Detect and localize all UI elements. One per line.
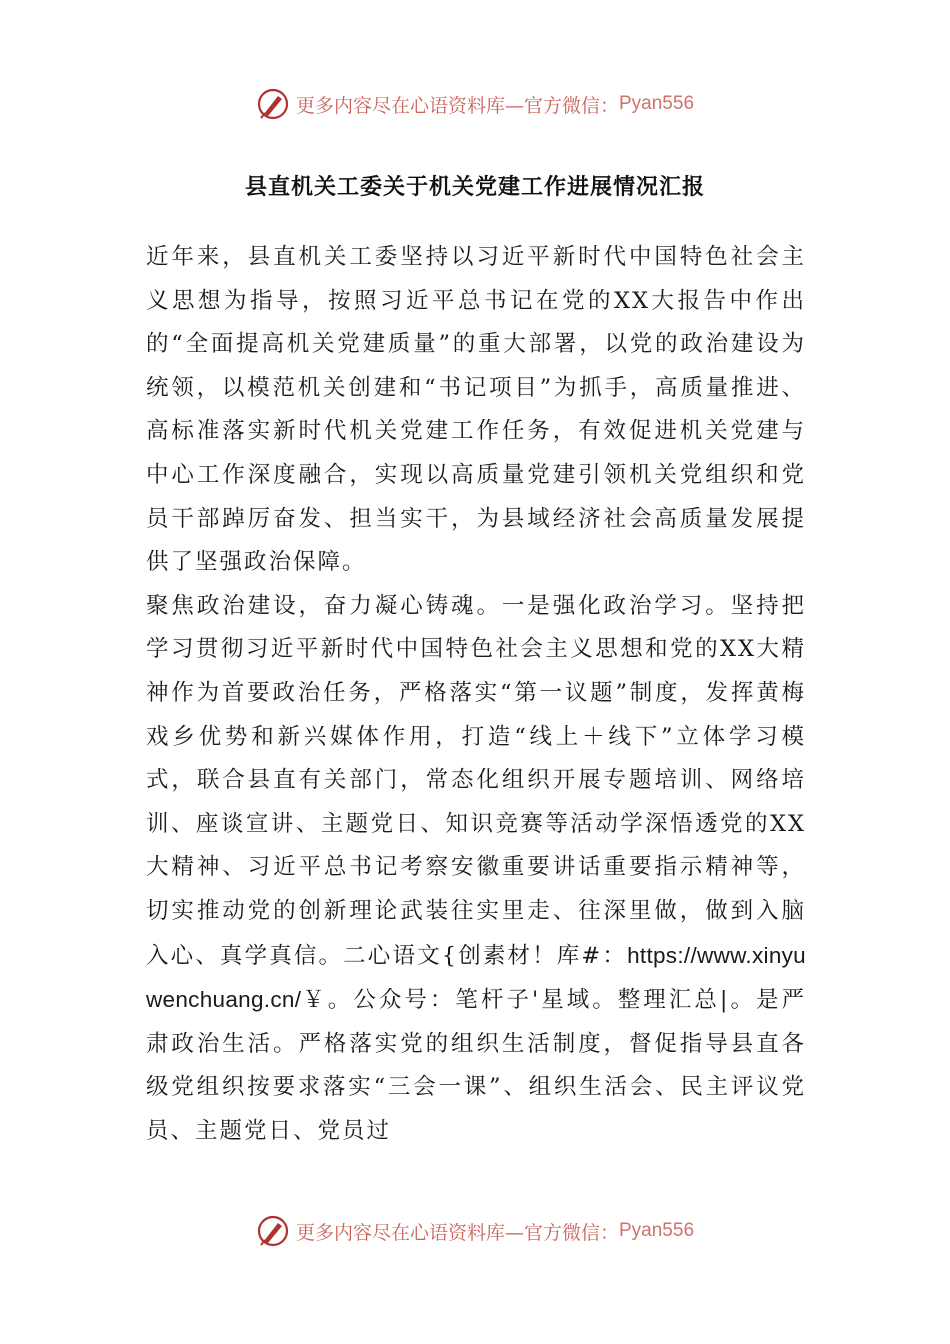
- banner-text: 更多内容尽在心语资料库—官方微信：: [295, 1221, 619, 1244]
- paragraph-text-part-2: ￥。公众号：笔杆子'星域。整理汇总|。是严肃政治生活。严格落实党的组织生活制度，督促指导县直各级党组织按要求落实“三会一课”、组织生活会、民主评议党员、主题党日、党员过: [146, 987, 806, 1144]
- banner-wechat-handle: Pyan556: [619, 1220, 695, 1241]
- header-banner: [0, 84, 950, 124]
- document-body: [146, 236, 806, 1153]
- pen-nib-circle-icon: [256, 87, 290, 121]
- paragraph-text-part-1: 聚焦政治建设，奋力凝心铸魂。一是强化政治学习。坚持把学习贯彻习近平新时代中国特色社会主义思想和党的XX大精神作为首要政治任务，严格落实“第一议题”制度，发挥黄梅戏乡优势和新兴媒体作用，打造“线上＋线下”立体学习模式，联合县直有关部门，常态化组织开展专题培训、网络培训、座谈宣讲、主题党日、知识竞赛等活动学深悟透党的XX大精神、习近平总书记考察安徽重要讲话重要指示精神等，切实推动党的创新理论武装往实里走、往深里做，做到入脑入心、真学真信。二心语文{创素材！库#：: [146, 592, 806, 969]
- footer-banner: [0, 1211, 950, 1251]
- paragraph-intro: 近年来，县直机关工委坚持以习近平新时代中国特色社会主义思想为指导，按照习近平总书记在党的XX大报告中作出的“全面提高机关党建质量”的重大部署，以党的政治建设为统领，以模范机关创建和“书记项目”为抓手，高质量推进、高标准落实新时代机关党建工作任务，有效促进机关党建与中心工作深度融合，实现以高质量党建引领机关党组织和党员干部踔厉奋发、担当实干，为县域经济社会高质量发展提供了坚强政治保障。: [146, 244, 806, 576]
- paragraph-political-building: [146, 585, 806, 1154]
- banner-text: 更多内容尽在心语资料库—官方微信：: [295, 94, 619, 117]
- document-title: 县直机关工委关于机关党建工作进展情况汇报: [244, 174, 705, 200]
- pen-nib-circle-icon: [256, 1214, 290, 1248]
- banner-wechat-handle: Pyan556: [619, 93, 695, 114]
- website-link[interactable]: https://www.xinyuwenchuang.cn/: [146, 942, 806, 1013]
